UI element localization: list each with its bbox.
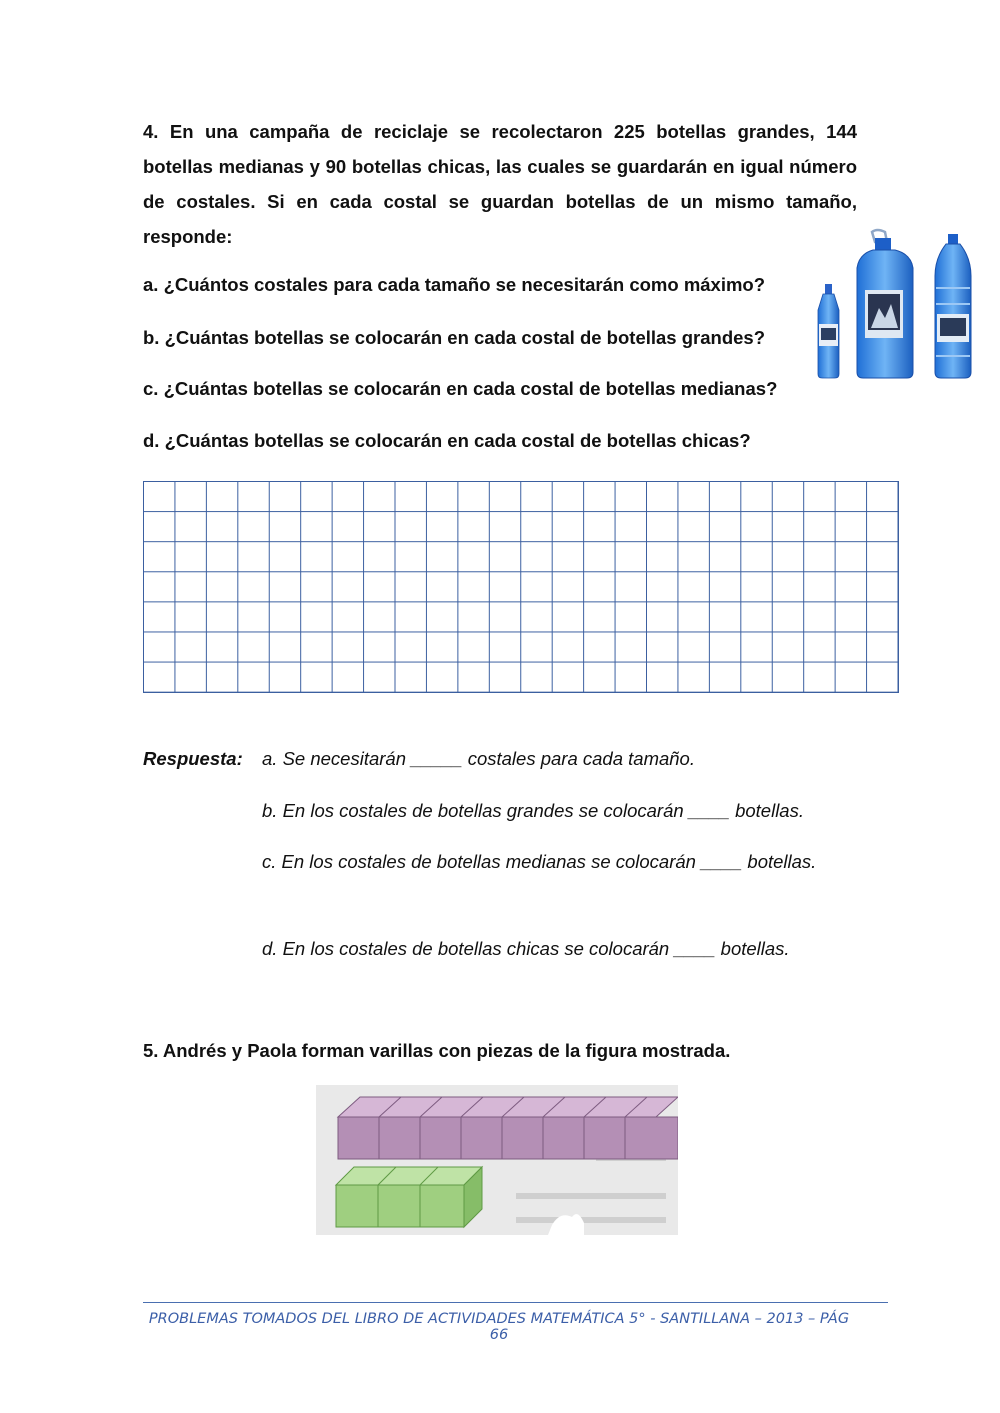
tall-bottle-icon	[935, 234, 971, 378]
rods-figure	[316, 1085, 678, 1235]
purple-rod	[338, 1097, 678, 1159]
water-bottles-image	[815, 228, 995, 380]
footer-source: PROBLEMAS TOMADOS DEL LIBRO DE ACTIVIDADES MATEMÁTICA 5° - SANTILLANA – 2013 – PÁG 66	[148, 1311, 850, 1343]
answer-label: Respuesta:	[143, 748, 243, 769]
answer-b: b. En los costales de botellas grandes se colocarán ____ botellas.	[262, 800, 804, 821]
green-rod	[336, 1167, 482, 1227]
problem-4-statement: 4. En una campaña de reciclaje se recolectaron 225 botellas grandes, 144 botellas medianas y 90 botellas chicas, las cuales se guardarán en igual número de costales. Si en cada costal se guardan botellas de un mismo tamaño, responde:	[143, 121, 857, 247]
question-c: c. ¿Cuántas botellas se colocarán en cada costal de botellas medianas?	[143, 378, 778, 399]
answer-c: c. En los costales de botellas medianas se colocarán ____ botellas.	[262, 851, 817, 872]
footer-divider	[143, 1302, 888, 1303]
question-d: d. ¿Cuántas botellas se colocarán en cada costal de botellas chicas?	[143, 430, 751, 451]
problem-5-statement: 5. Andrés y Paola forman varillas con piezas de la figura mostrada.	[143, 1040, 731, 1061]
answer-grid[interactable]	[143, 481, 899, 693]
question-a: a. ¿Cuántos costales para cada tamaño se necesitarán como máximo?	[143, 274, 766, 295]
question-b: b. ¿Cuántas botellas se colocarán en cada costal de botellas grandes?	[143, 327, 765, 348]
small-bottle-icon	[818, 284, 839, 378]
answer-d: d. En los costales de botellas chicas se colocarán ____ botellas.	[262, 938, 790, 959]
large-jug-icon	[857, 230, 913, 378]
answer-a: a. Se necesitarán _____ costales para cada tamaño.	[262, 748, 695, 769]
